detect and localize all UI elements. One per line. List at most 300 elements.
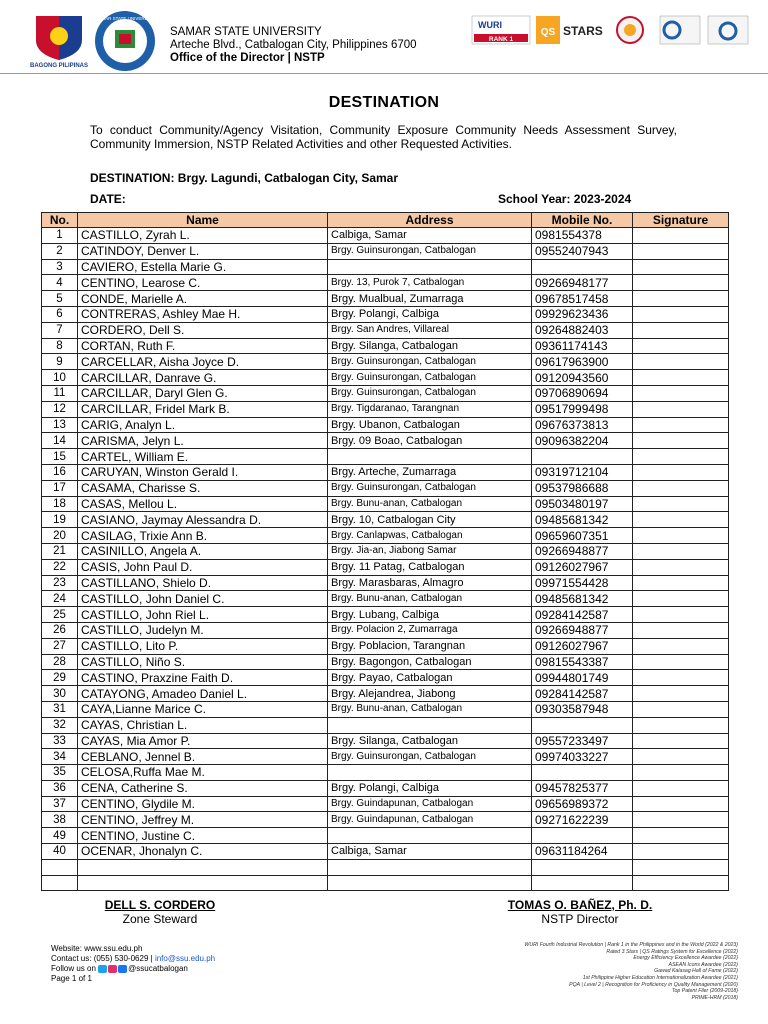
table-row: [42, 765, 729, 781]
signature-cell[interactable]: [633, 322, 729, 338]
mobile-number: 09503480197: [532, 496, 633, 512]
signature-cell[interactable]: [633, 496, 729, 512]
table-row: [42, 512, 729, 528]
signature-cell[interactable]: [633, 512, 729, 528]
row-number: [42, 875, 78, 891]
footer-email-link[interactable]: info@ssu.edu.ph: [154, 954, 216, 963]
student-name: CASTILLO, Judelyn M.: [78, 622, 328, 638]
student-address: Brgy. Polacion 2, Zumarraga: [328, 622, 532, 638]
student-name: CASAS, Mellou L.: [78, 496, 328, 512]
student-address: Brgy. Polangi, Calbiga: [328, 780, 532, 796]
student-name: CASTILLO, Niño S.: [78, 654, 328, 670]
mobile-number: 09271622239: [532, 812, 633, 828]
student-name: CASILAG, Trixie Ann B.: [78, 528, 328, 544]
student-name: CARCILLAR, Fridel Mark B.: [78, 401, 328, 417]
instagram-icon[interactable]: [108, 965, 117, 973]
student-name: CENTINO, Jeffrey M.: [78, 812, 328, 828]
row-number: 20: [42, 528, 78, 544]
mobile-number: 09929623436: [532, 306, 633, 322]
table-row: [42, 464, 729, 480]
row-number: 3: [42, 259, 78, 275]
row-number: 30: [42, 686, 78, 702]
page-title: DESTINATION: [328, 94, 440, 111]
student-address: Brgy. Lubang, Calbiga: [328, 607, 532, 623]
row-number: 14: [42, 433, 78, 449]
mobile-number: 09266948877: [532, 543, 633, 559]
award-line: Rated 3 Stars | QS Ratings System for Excellence (2022): [606, 948, 738, 955]
signature-cell[interactable]: [633, 543, 729, 559]
page-number: Page 1 of 1: [51, 974, 92, 983]
award-line: Gawad Kalasag Hall of Fame (2022): [654, 968, 738, 975]
signature-cell[interactable]: [633, 464, 729, 480]
row-number: 38: [42, 812, 78, 828]
student-name: CARUYAN, Winston Gerald I.: [78, 464, 328, 480]
row-number: 26: [42, 622, 78, 638]
award-line: ASEAN Icons Awardee (2022): [668, 961, 738, 968]
mobile-number: 09552407943: [532, 243, 633, 259]
row-number: 37: [42, 796, 78, 812]
table-row: [42, 228, 729, 244]
signature-cell[interactable]: [633, 528, 729, 544]
student-address: Brgy. Jia-an, Jiabong Samar: [328, 543, 532, 559]
mobile-number: 09284142587: [532, 607, 633, 623]
table-row: [42, 370, 729, 386]
row-number: 24: [42, 591, 78, 607]
student-name: CARCILLAR, Daryl Glen G.: [78, 385, 328, 401]
awards-list: [498, 942, 738, 1001]
signature-cell[interactable]: [633, 828, 729, 844]
university-address: Arteche Blvd., Catbalogan City, Philippines 6700: [170, 39, 417, 51]
mobile-number: 09537986688: [532, 480, 633, 496]
student-name: CELOSA,Ruffa Mae M.: [78, 765, 328, 781]
signatory-name: DELL S. CORDERO: [104, 898, 216, 912]
signature-cell[interactable]: [633, 701, 729, 717]
signature-cell[interactable]: [633, 844, 729, 860]
table-row: [42, 749, 729, 765]
student-address: Brgy. Guinsurongan, Catbalogan: [328, 354, 532, 370]
row-number: 21: [42, 543, 78, 559]
footer-phone: Contact us: (055) 530-0629 |: [51, 954, 153, 963]
row-number: 33: [42, 733, 78, 749]
ssu-seal-logo: [94, 10, 156, 72]
bagong-pilipinas-logo: [28, 10, 90, 68]
signature-cell[interactable]: [633, 717, 729, 733]
table-row: [42, 812, 729, 828]
student-address: [328, 875, 532, 891]
signature-cell[interactable]: [633, 433, 729, 449]
mobile-number: 09319712104: [532, 464, 633, 480]
table-row: [42, 591, 729, 607]
col-header-signature: Signature: [633, 213, 729, 228]
row-number: 4: [42, 275, 78, 291]
student-name: CAYAS, Mia Amor P.: [78, 733, 328, 749]
signature-cell[interactable]: [633, 796, 729, 812]
signature-cell[interactable]: [633, 654, 729, 670]
student-address: [328, 765, 532, 781]
signature-cell[interactable]: [633, 859, 729, 875]
col-header-mobile: Mobile No.: [532, 213, 633, 228]
signature-cell[interactable]: [633, 243, 729, 259]
facebook-icon[interactable]: [118, 965, 127, 973]
student-name: CASTILLANO, Shielo D.: [78, 575, 328, 591]
row-number: 29: [42, 670, 78, 686]
student-address: Brgy. Guinsurongan, Catbalogan: [328, 370, 532, 386]
destination-line: DESTINATION: Brgy. Lagundi, Catbalogan City, Samar: [90, 171, 399, 185]
stars-badge: STARS: [563, 24, 603, 38]
mobile-number: 09676373813: [532, 417, 633, 433]
signatory-name: TOMAS O. BAÑEZ, Ph. D.: [507, 898, 653, 912]
student-address: [328, 859, 532, 875]
signature-cell[interactable]: [633, 417, 729, 433]
table-row: [42, 575, 729, 591]
row-number: 7: [42, 322, 78, 338]
student-address: Brgy. Payao, Catbalogan: [328, 670, 532, 686]
header-text-block: [170, 26, 417, 65]
student-name: CARCILLAR, Danrave G.: [78, 370, 328, 386]
mobile-number: 09303587948: [532, 701, 633, 717]
student-address: Brgy. Bunu-anan, Catbalogan: [328, 701, 532, 717]
row-number: 6: [42, 306, 78, 322]
signature-cell[interactable]: [633, 306, 729, 322]
student-address: Brgy. Arteche, Zumarraga: [328, 464, 532, 480]
date-label: DATE:: [90, 192, 126, 206]
wuri-badge: WURI: [478, 20, 502, 30]
student-name: CASTILLO, John Riel L.: [78, 607, 328, 623]
signature-cell[interactable]: [633, 449, 729, 465]
mobile-number: 0981554378: [532, 228, 633, 244]
row-number: 32: [42, 717, 78, 733]
signature-cell[interactable]: [633, 607, 729, 623]
student-name: CATAYONG, Amadeo Daniel L.: [78, 686, 328, 702]
table-row: [42, 701, 729, 717]
student-name: CENTINO, Justine C.: [78, 828, 328, 844]
student-name: CEBLANO, Jennel B.: [78, 749, 328, 765]
student-name: CORDERO, Dell S.: [78, 322, 328, 338]
university-name: SAMAR STATE UNIVERSITY: [170, 26, 322, 38]
student-address: Brgy. Bunu-anan, Catbalogan: [328, 496, 532, 512]
student-address: Brgy. Poblacion, Tarangnan: [328, 638, 532, 654]
seal-text: SAMAR STATE UNIVERSITY: [95, 16, 155, 21]
mobile-number: 09485681342: [532, 591, 633, 607]
student-name: CENTINO, Glydile M.: [78, 796, 328, 812]
signature-cell[interactable]: [633, 875, 729, 891]
table-row: [42, 686, 729, 702]
table-row: [42, 828, 729, 844]
row-number: 34: [42, 749, 78, 765]
mobile-number: 09678517458: [532, 291, 633, 307]
student-name: CONDE, Marielle A.: [78, 291, 328, 307]
signature-cell[interactable]: [633, 780, 729, 796]
student-name: CASIS, John Paul D.: [78, 559, 328, 575]
mobile-number: 09485681342: [532, 512, 633, 528]
student-address: Brgy. 11 Patag, Catbalogan: [328, 559, 532, 575]
student-address: Brgy. Silanga, Catbalogan: [328, 338, 532, 354]
mobile-number: 09517999498: [532, 401, 633, 417]
row-number: 31: [42, 701, 78, 717]
table-row: [42, 322, 729, 338]
table-row: [42, 401, 729, 417]
student-address: Brgy. Guindapunan, Catbalogan: [328, 796, 532, 812]
table-row: [42, 638, 729, 654]
student-address: Brgy. Bunu-anan, Catbalogan: [328, 591, 532, 607]
student-name: CAYAS, Christian L.: [78, 717, 328, 733]
signatory-nstp-director: [490, 898, 670, 926]
accreditation-badges: [470, 14, 750, 46]
signature-cell[interactable]: [633, 291, 729, 307]
qs-badge: QS: [540, 27, 556, 38]
student-address: Brgy. Alejandrea, Jiabong: [328, 686, 532, 702]
student-name: CARISMA, Jelyn L.: [78, 433, 328, 449]
signature-cell[interactable]: [633, 638, 729, 654]
signature-cell[interactable]: [633, 749, 729, 765]
table-row: [42, 607, 729, 623]
student-name: CASAMA, Charisse S.: [78, 480, 328, 496]
row-number: 28: [42, 654, 78, 670]
student-address: Brgy. Guindapunan, Catbalogan: [328, 812, 532, 828]
table-row: [42, 733, 729, 749]
table-row: [42, 496, 729, 512]
footer-contact-line: [51, 954, 215, 964]
table-row: [42, 306, 729, 322]
student-address: Brgy. Ubanon, Catbalogan: [328, 417, 532, 433]
table-row: [42, 780, 729, 796]
footer-website[interactable]: Website: www.ssu.edu.ph: [51, 944, 143, 953]
mobile-number: 09266948177: [532, 275, 633, 291]
signature-cell[interactable]: [633, 733, 729, 749]
signature-cell[interactable]: [633, 370, 729, 386]
award-line: Top Patent Filer (2009-2018): [671, 988, 738, 995]
student-name: CARIG, Analyn L.: [78, 417, 328, 433]
table-row: [42, 844, 729, 860]
award-line: PQA | Level 2 | Recognition for Proficiency in Quality Management (2020): [569, 981, 738, 988]
student-address: Brgy. Guinsurongan, Catbalogan: [328, 749, 532, 765]
row-number: 22: [42, 559, 78, 575]
row-number: 16: [42, 464, 78, 480]
student-name: CORTAN, Ruth F.: [78, 338, 328, 354]
table-row: [42, 559, 729, 575]
mobile-number: [532, 449, 633, 465]
row-number: 27: [42, 638, 78, 654]
row-number: 8: [42, 338, 78, 354]
table-row: [42, 654, 729, 670]
student-address: Brgy. Guinsurongan, Catbalogan: [328, 480, 532, 496]
table-row: [42, 417, 729, 433]
row-number: 17: [42, 480, 78, 496]
purpose-text: To conduct Community/Agency Visitation, Community Exposure Community Needs Assessment Survey, Community Immersion, NSTP Related Activities and other Requested Activities.: [90, 123, 677, 151]
signature-cell[interactable]: [633, 591, 729, 607]
student-name: CARTEL, William E.: [78, 449, 328, 465]
award-line: 1st Philippine Higher Education Internationalization Awardee (2021): [582, 974, 738, 981]
mobile-number: 09815543387: [532, 654, 633, 670]
attendance-table: [41, 212, 729, 891]
table-header-row: [42, 213, 729, 228]
signature-cell[interactable]: [633, 686, 729, 702]
student-address: Brgy. 10, Catbalogan City: [328, 512, 532, 528]
signature-cell[interactable]: [633, 338, 729, 354]
student-address: [328, 259, 532, 275]
student-address: Brgy. Bagongon, Catbalogan: [328, 654, 532, 670]
mobile-number: 09974033227: [532, 749, 633, 765]
row-number: 2: [42, 243, 78, 259]
student-name: CARCELLAR, Aisha Joyce D.: [78, 354, 328, 370]
mobile-number: [532, 717, 633, 733]
mobile-number: 09361174143: [532, 338, 633, 354]
row-number: [42, 859, 78, 875]
mobile-number: [532, 828, 633, 844]
student-address: Brgy. Guinsurongan, Catbalogan: [328, 385, 532, 401]
row-number: 13: [42, 417, 78, 433]
col-header-no: No.: [42, 213, 78, 228]
row-number: 12: [42, 401, 78, 417]
row-number: 18: [42, 496, 78, 512]
mobile-number: 09656989372: [532, 796, 633, 812]
student-name: [78, 875, 328, 891]
row-number: 5: [42, 291, 78, 307]
signature-cell[interactable]: [633, 575, 729, 591]
signature-cell[interactable]: [633, 812, 729, 828]
bp-logo-text: BAGONG PILIPINAS: [29, 63, 89, 68]
col-header-address: Address: [328, 213, 532, 228]
student-address: Brgy. Silanga, Catbalogan: [328, 733, 532, 749]
signature-cell[interactable]: [633, 228, 729, 244]
student-name: CASTILLO, John Daniel C.: [78, 591, 328, 607]
footer-contact: [51, 944, 215, 984]
student-address: Brgy. Marasbaras, Almagro: [328, 575, 532, 591]
table-row: [42, 275, 729, 291]
mobile-number: 09457825377: [532, 780, 633, 796]
mobile-number: 09631184264: [532, 844, 633, 860]
office-name: Office of the Director | NSTP: [170, 52, 325, 64]
mobile-number: 09706890694: [532, 385, 633, 401]
student-address: Brgy. Tigdaranao, Tarangnan: [328, 401, 532, 417]
student-name: CONTRERAS, Ashley Mae H.: [78, 306, 328, 322]
table-row: [42, 875, 729, 891]
signature-cell[interactable]: [633, 670, 729, 686]
table-row: [42, 243, 729, 259]
student-address: Brgy. Mualbual, Zumarraga: [328, 291, 532, 307]
mobile-number: 09096382204: [532, 433, 633, 449]
table-row: [42, 354, 729, 370]
footer-follow: [51, 964, 215, 974]
student-name: CENTINO, Learose C.: [78, 275, 328, 291]
signature-cell[interactable]: [633, 765, 729, 781]
table-row: [42, 259, 729, 275]
col-header-name: Name: [78, 213, 328, 228]
row-number: 49: [42, 828, 78, 844]
student-address: [328, 449, 532, 465]
table-row: [42, 796, 729, 812]
mobile-number: [532, 259, 633, 275]
row-number: 11: [42, 385, 78, 401]
signature-cell[interactable]: [633, 401, 729, 417]
row-number: 15: [42, 449, 78, 465]
student-name: CASTINO, Praxzine Faith D.: [78, 670, 328, 686]
signature-cell[interactable]: [633, 259, 729, 275]
student-address: Calbiga, Samar: [328, 228, 532, 244]
mobile-number: 09971554428: [532, 575, 633, 591]
table-row: [42, 670, 729, 686]
student-name: CENA, Catherine S.: [78, 780, 328, 796]
mobile-number: 09284142587: [532, 686, 633, 702]
mobile-number: 09264882403: [532, 322, 633, 338]
table-row: [42, 859, 729, 875]
row-number: 23: [42, 575, 78, 591]
mobile-number: 09659607351: [532, 528, 633, 544]
table-row: [42, 291, 729, 307]
student-name: CASTILLO, Lito P.: [78, 638, 328, 654]
mobile-number: [532, 765, 633, 781]
signature-cell[interactable]: [633, 275, 729, 291]
mobile-number: 09126027967: [532, 638, 633, 654]
table-row: [42, 433, 729, 449]
student-name: CAYA,Lianne Marice C.: [78, 701, 328, 717]
award-line: PRIME-HRM (2018): [691, 994, 738, 1001]
row-number: 19: [42, 512, 78, 528]
student-name: CAVIERO, Estella Marie G.: [78, 259, 328, 275]
student-address: Brgy. Canlapwas, Catbalogan: [328, 528, 532, 544]
student-name: CASTILLO, Zyrah L.: [78, 228, 328, 244]
table-row: [42, 385, 729, 401]
student-name: CATINDOY, Denver L.: [78, 243, 328, 259]
student-name: OCENAR, Jhonalyn C.: [78, 844, 328, 860]
award-line: WURI Fourth Industrial Revolution | Rank 1 in the Philippines and in the World (2022 & 2023): [524, 942, 738, 948]
signature-cell[interactable]: [633, 354, 729, 370]
table-row: [42, 338, 729, 354]
mobile-number: 09944801749: [532, 670, 633, 686]
table-row: [42, 717, 729, 733]
row-number: 25: [42, 607, 78, 623]
twitter-icon[interactable]: [98, 965, 107, 973]
mobile-number: 09126027967: [532, 559, 633, 575]
student-address: Calbiga, Samar: [328, 844, 532, 860]
student-address: Brgy. 13, Purok 7, Catbalogan: [328, 275, 532, 291]
table-row: [42, 449, 729, 465]
student-name: CASIANO, Jaymay Alessandra D.: [78, 512, 328, 528]
follow-label: Follow us on: [51, 964, 96, 973]
signatory-zone-steward: [80, 898, 240, 926]
row-number: 1: [42, 228, 78, 244]
student-address: Brgy. Polangi, Calbiga: [328, 306, 532, 322]
table-row: [42, 480, 729, 496]
student-name: [78, 859, 328, 875]
signatory-title: Zone Steward: [122, 912, 198, 926]
social-handle[interactable]: @ssucatbalogan: [128, 964, 188, 973]
student-address: Brgy. Guinsurongan, Catbalogan: [328, 243, 532, 259]
rank-badge: RANK 1: [488, 36, 514, 43]
row-number: 40: [42, 844, 78, 860]
school-year: School Year: 2023-2024: [498, 192, 632, 206]
row-number: 35: [42, 765, 78, 781]
mobile-number: 09617963900: [532, 354, 633, 370]
student-address: Brgy. 09 Boao, Catbalogan: [328, 433, 532, 449]
table-row: [42, 528, 729, 544]
student-address: Brgy. San Andres, Villareal: [328, 322, 532, 338]
award-line: Energy Efficiency Excellence Awardee (2022): [633, 955, 738, 962]
mobile-number: 09557233497: [532, 733, 633, 749]
signature-cell[interactable]: [633, 622, 729, 638]
signature-cell[interactable]: [633, 480, 729, 496]
mobile-number: 09266948877: [532, 622, 633, 638]
mobile-number: [532, 875, 633, 891]
table-row: [42, 543, 729, 559]
signatory-title: NSTP Director: [541, 912, 619, 926]
mobile-number: [532, 859, 633, 875]
signature-cell[interactable]: [633, 559, 729, 575]
row-number: 10: [42, 370, 78, 386]
signature-cell[interactable]: [633, 385, 729, 401]
row-number: 9: [42, 354, 78, 370]
student-address: [328, 717, 532, 733]
